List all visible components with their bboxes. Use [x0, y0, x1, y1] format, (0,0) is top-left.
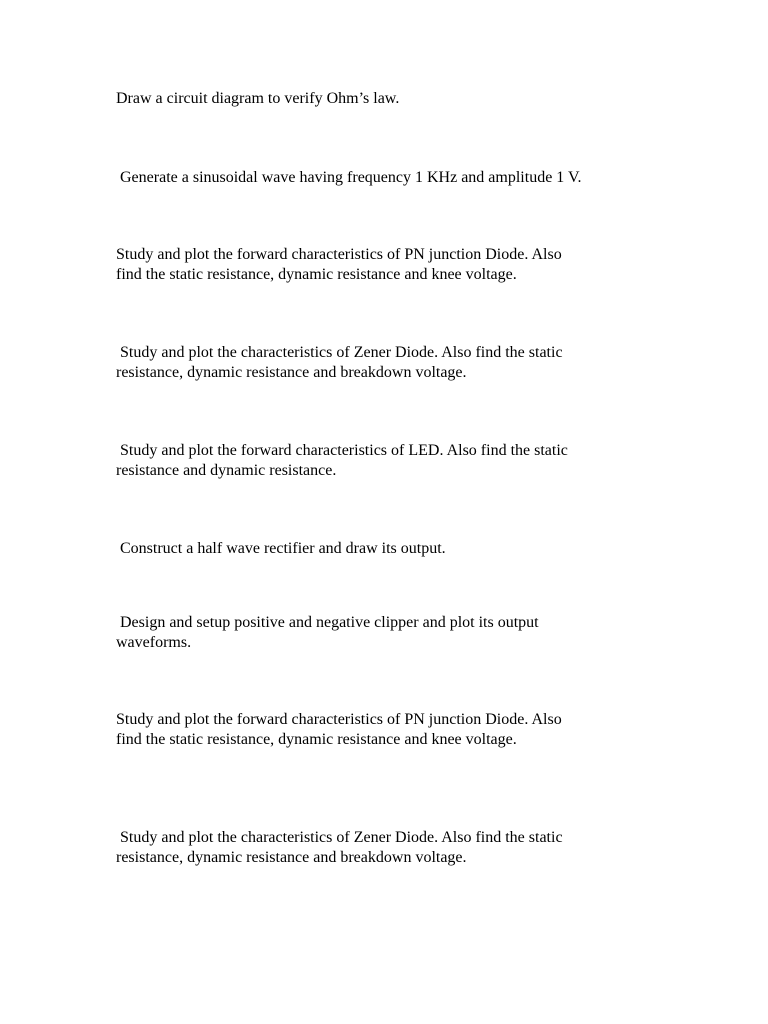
paragraph-zener-diode: Study and plot the characteristics of Zener Diode. Also find the static resistance, dynamic resistance and breakdown voltage. — [116, 344, 563, 381]
paragraph-ohms-law: Draw a circuit diagram to verify Ohm’s law. — [116, 90, 400, 107]
paragraph-zener-diode-repeat: Study and plot the characteristics of Zener Diode. Also find the static resistance, dynamic resistance and breakdown voltage. — [116, 829, 563, 866]
paragraph-pn-junction-diode-repeat: Study and plot the forward characteristics of PN junction Diode. Also find the static resistance, dynamic resistance and knee voltage. — [116, 711, 562, 748]
paragraph-half-wave-rectifier: Construct a half wave rectifier and draw its output. — [116, 540, 446, 557]
paragraph-sinusoidal-wave: Generate a sinusoidal wave having frequency 1 KHz and amplitude 1 V. — [116, 169, 582, 186]
paragraph-pn-junction-diode: Study and plot the forward characteristics of PN junction Diode. Also find the static resistance, dynamic resistance and knee voltage. — [116, 246, 562, 283]
paragraph-clipper: Design and setup positive and negative clipper and plot its output waveforms. — [116, 614, 539, 651]
paragraph-led: Study and plot the forward characteristics of LED. Also find the static resistance and dynamic resistance. — [116, 442, 568, 479]
